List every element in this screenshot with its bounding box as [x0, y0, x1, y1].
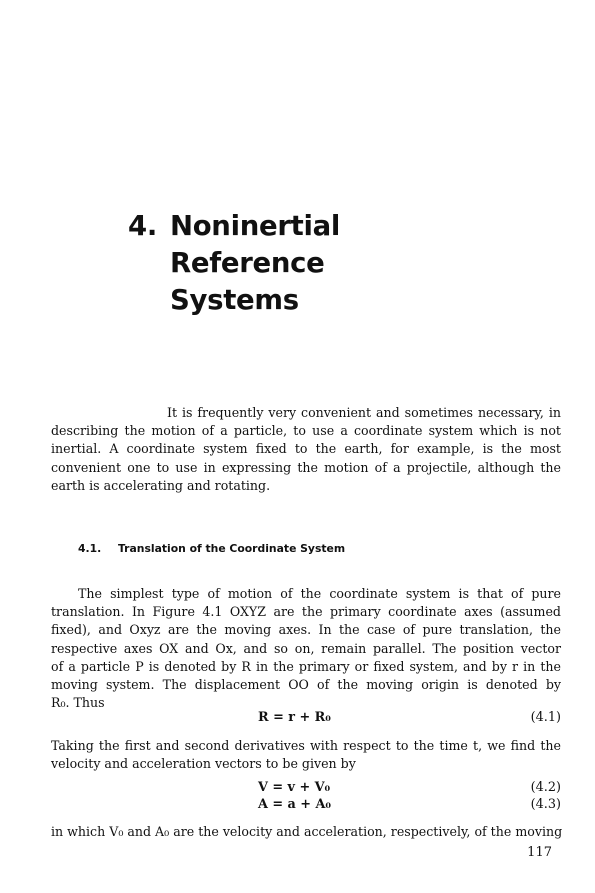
equation-label: (4.3) [530, 797, 561, 812]
body-paragraph [51, 823, 561, 841]
section-title: Translation of the Coordinate System [118, 542, 346, 555]
equation-expression: R = r + R₀ [258, 710, 331, 725]
text-line: The simplest type of motion of the coordinate system is that of pure [78, 586, 561, 601]
text-line: of a particle P is denoted by R in the primary or fixed system, and by r in the [51, 658, 561, 674]
intro-paragraph [51, 404, 561, 495]
text-line: Taking the first and second derivatives with respect to the time t, we find the [51, 738, 561, 753]
text-line: in which V₀ and A₀ are the velocity and acceleration, respectively, of the moving [51, 824, 563, 839]
text-line: convenient one to use in expressing the motion of a projectile, although the [51, 459, 561, 475]
text-line: respective axes OX and Ox, and so on, remain parallel. The position vector [51, 640, 561, 656]
chapter-number: 4. [128, 210, 157, 242]
chapter-title-line: Reference [170, 247, 325, 279]
text-line: moving system. The displacement OO of the moving origin is denoted by [51, 677, 561, 693]
text-line: inertial. A coordinate system fixed to the earth, for example, is the most [51, 441, 561, 457]
equation-label: (4.1) [530, 710, 561, 725]
text-line: earth is accelerating and rotating. [51, 477, 271, 493]
text-line: It is frequently very convenient and sometimes necessary, in [167, 405, 561, 420]
text-line: R₀. Thus [51, 695, 105, 711]
equation-expression: V = v + V₀ [258, 780, 331, 795]
chapter-title-line: Noninertial [170, 210, 340, 242]
page-number: 117 [527, 845, 552, 860]
section-heading [78, 542, 345, 555]
section-number: 4.1. [78, 542, 102, 555]
equation-label: (4.2) [530, 780, 561, 795]
text-line: velocity and acceleration vectors to be given by [51, 756, 356, 772]
text-line: translation. In Figure 4.1 OXYZ are the primary coordinate axes (assumed [51, 604, 561, 620]
chapter-title [128, 208, 340, 319]
chapter-title-line: Systems [170, 284, 299, 316]
text-line: fixed), and Oxyz are the moving axes. In the case of pure translation, the [51, 622, 561, 638]
body-paragraph [51, 585, 561, 712]
body-paragraph [51, 737, 561, 773]
text-line: describing the motion of a particle, to use a coordinate system which is not [51, 423, 561, 439]
equation-expression: A = a + A₀ [258, 797, 332, 812]
